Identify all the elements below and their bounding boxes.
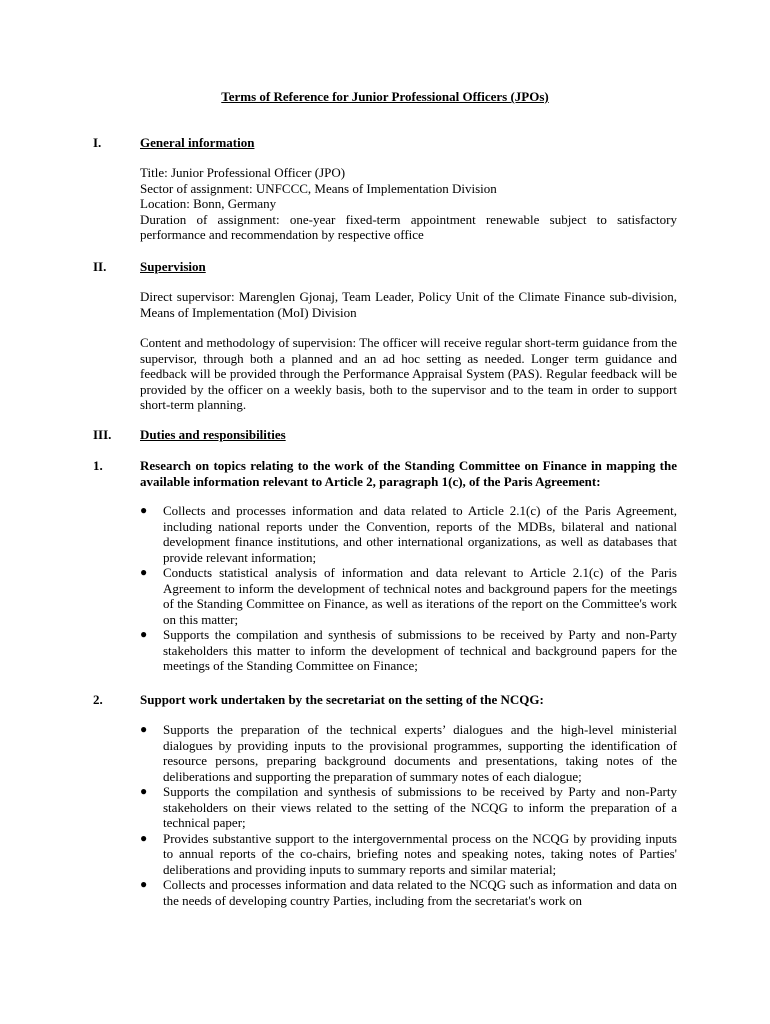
bullet-icon: ●: [140, 627, 148, 641]
duty-2-bullet-list: [140, 722, 677, 908]
section-2-heading: Supervision: [140, 259, 206, 274]
general-info-block: [140, 165, 677, 243]
location-line: Location: Bonn, Germany: [140, 196, 277, 211]
list-item: ● Collects and processes information and data related to Article 2.1(c) of the Paris Agreement, including national reports under the Convention, reports of the MDBs, bilateral and national development finance institutions, and other international organizations, as well as databases that provide relevant information;: [140, 503, 677, 565]
bullet-icon: ●: [140, 503, 148, 517]
duty-1-text: Research on topics relating to the work of the Standing Committee on Finance in mapping the available information relevant to Article 2, paragraph 1(c), of the Paris Agreement:: [140, 458, 677, 489]
direct-supervisor-paragraph: Direct supervisor: Marenglen Gjonaj, Team Leader, Policy Unit of the Climate Finance sub-division, Means of Implementation (MoI) Division: [140, 289, 677, 320]
section-1-heading: General information: [140, 135, 255, 150]
list-item: ● Supports the compilation and synthesis of submissions to be received by Party and non-Party stakeholders this matter to inform the development of technical and background papers for the meetings of the Standing Committee on Finance;: [140, 627, 677, 673]
list-item: ● Conducts statistical analysis of information and data relevant to Article 2.1(c) of the Paris Agreement to inform the development of technical notes and background papers for the meetings of the Standing Committee on Finance, as well as iterations of the report on the Committee's work on this matter;: [140, 565, 677, 627]
section-1-number: I.: [93, 135, 102, 150]
section-3-heading: Duties and responsibilities: [140, 427, 286, 442]
job-title-line: Title: Junior Professional Officer (JPO): [140, 165, 346, 180]
section-3-number: III.: [93, 427, 112, 442]
document-title: Terms of Reference for Junior Professional Officers (JPOs): [221, 89, 549, 104]
bullet-icon: ●: [140, 722, 148, 736]
duty-1-bullet-list: [140, 503, 677, 674]
section-2-number: II.: [93, 259, 107, 274]
list-item: ● Provides substantive support to the intergovernmental process on the NCQG by providing inputs to annual reports of the co-chairs, briefing notes and speaking notes, taking notes of Parties' deliberations and providing inputs to summary reports and similar material;: [140, 830, 677, 877]
duty-2-number: 2.: [93, 692, 103, 707]
duty-1-number: 1.: [93, 458, 103, 473]
supervision-method-paragraph: Content and methodology of supervision: The officer will receive regular short-term guidance from the supervisor, through both a planned and an ad hoc setting as needed. Longer term guidance and feedback will be provided through the Performance Appraisal System (PAS). Regular feedback will be provided by the officer on a weekly basis, both to the supervisor and to the team in order to support short-term planning.: [140, 335, 677, 412]
bullet-icon: ●: [140, 877, 148, 891]
list-item: ● Supports the compilation and synthesis of submissions to be received by Party and non-Party stakeholders on their views related to the setting of the NCQG to inform the preparation of a technical paper;: [140, 784, 677, 830]
sector-line: Sector of assignment: UNFCCC, Means of Implementation Division: [140, 180, 497, 196]
bullet-icon: ●: [140, 830, 148, 845]
bullet-icon: ●: [140, 784, 148, 798]
bullet-icon: ●: [140, 565, 148, 579]
duty-2-text: Support work undertaken by the secretariat on the setting of the NCQG:: [140, 692, 544, 707]
list-item: ● Supports the preparation of the technical experts’ dialogues and the high-level ministerial dialogues by providing inputs to the provisional programmes, supporting the identification of resource persons, preparing background documents and presentations, taking notes of the deliberations and supporting the preparation of summary notes of each dialogue;: [140, 722, 677, 784]
list-item: ● Collects and processes information and data related to the NCQG such as information and data on the needs of developing country Parties, including from the secretariat's work on: [140, 877, 677, 908]
duration-line: Duration of assignment: one-year fixed-term appointment renewable subject to satisfactory performance and recommendation by respective office: [140, 211, 677, 242]
